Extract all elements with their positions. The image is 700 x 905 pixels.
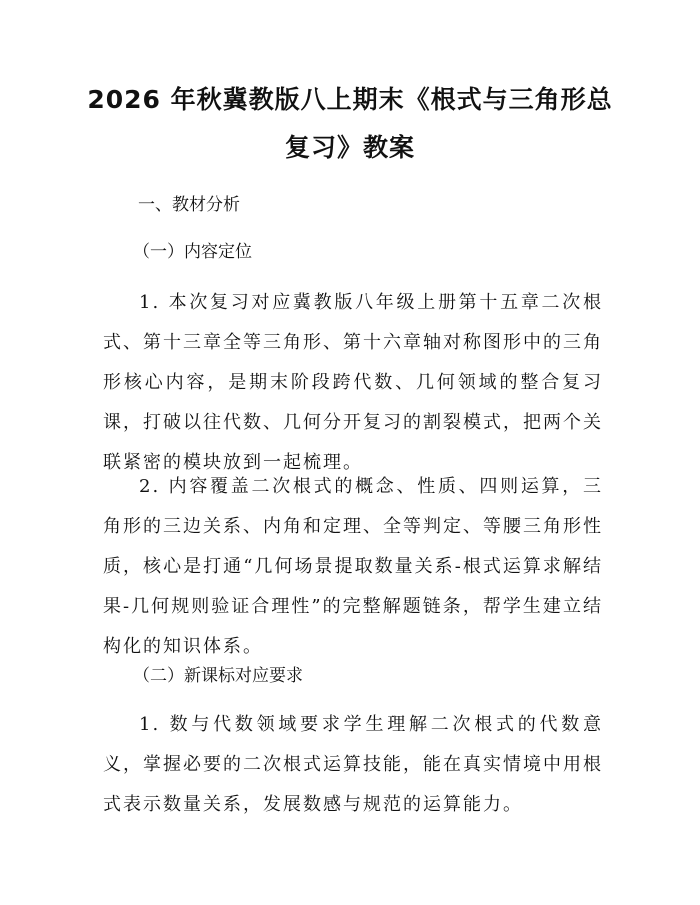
paragraph-1 bbox=[103, 283, 603, 483]
paragraph-3-text: 1. 数与代数领域要求学生理解二次根式的代数意义，掌握必要的二次根式运算技能，能在真实情境中用根式表示数量关系，发展数感与规范的运算能力。 bbox=[103, 714, 603, 815]
paragraph-3 bbox=[103, 705, 603, 825]
paragraph-2 bbox=[103, 467, 603, 667]
subsection-heading-curriculum-standards: （二）新课标对应要求 bbox=[133, 666, 303, 686]
section-heading-teaching-material-analysis: 一、教材分析 bbox=[138, 195, 240, 215]
paragraph-2-text: 2. 内容覆盖二次根式的概念、性质、四则运算，三角形的三边关系、内角和定理、全等判定、等腰三角形性质，核心是打通“几何场景提取数量关系-根式运算求解结果-几何规则验证合理性”的完整解题链条，帮学生建立结构化的知识体系。 bbox=[103, 476, 603, 657]
subsection-heading-content-positioning: （一）内容定位 bbox=[133, 242, 252, 262]
document-title-line-2: 复习》教案 bbox=[284, 133, 415, 162]
document-title-line-1: 2026 年秋冀教版八上期末《根式与三角形总 bbox=[87, 85, 613, 114]
paragraph-1-text: 1. 本次复习对应冀教版八年级上册第十五章二次根式、第十三章全等三角形、第十六章轴对称图形中的三角形核心内容，是期末阶段跨代数、几何领域的整合复习课，打破以往代数、几何分开复习的割裂模式，把两个关联紧密的模块放到一起梳理。 bbox=[103, 292, 603, 473]
